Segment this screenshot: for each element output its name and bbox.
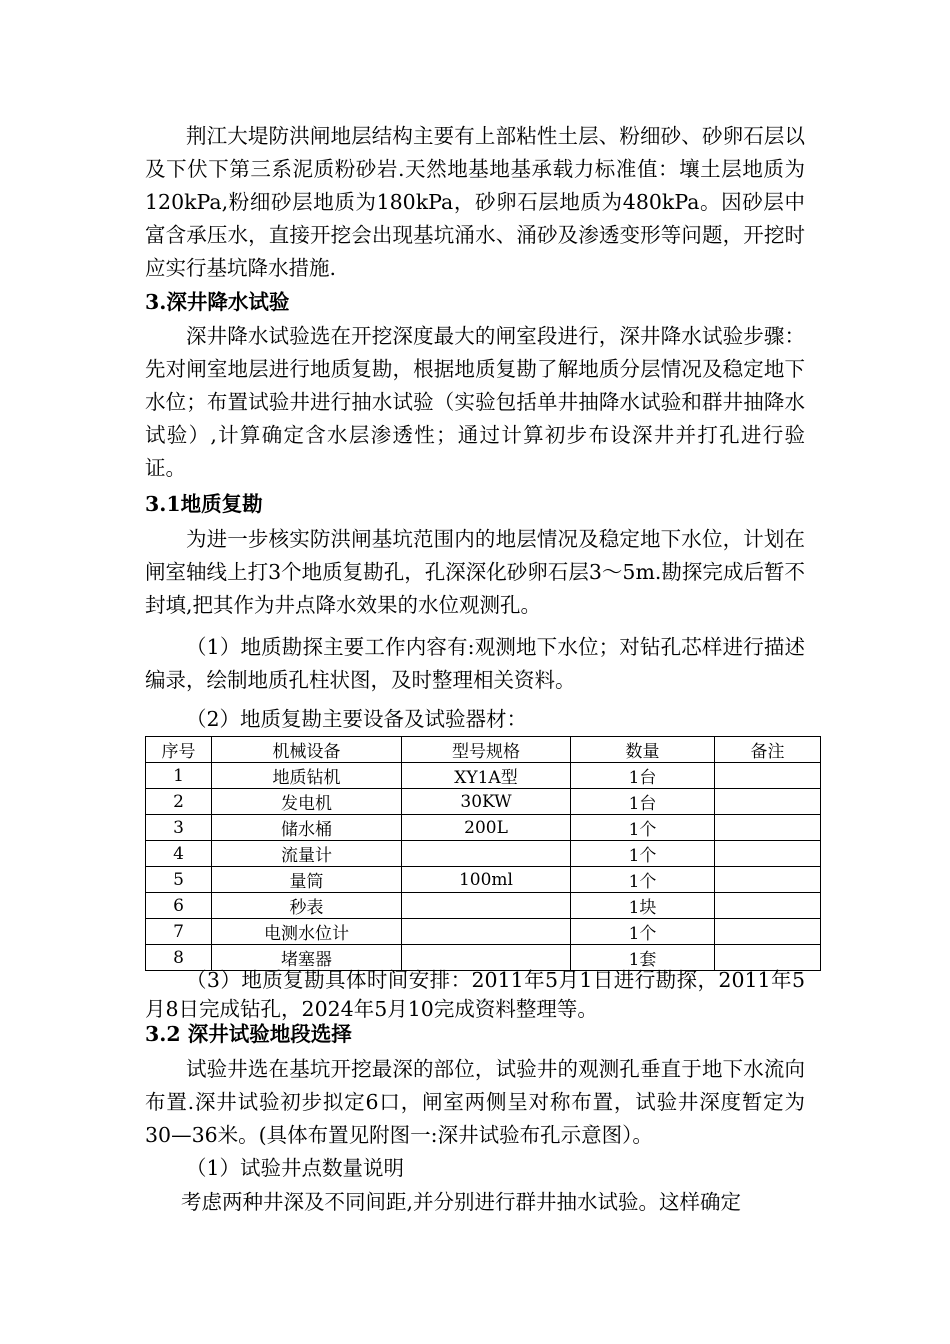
cell-quantity: 1个 [571, 841, 715, 867]
table-header-row [146, 737, 821, 763]
table-row [146, 893, 821, 919]
cell-equipment: 电测水位计 [212, 919, 402, 945]
cell-model [402, 841, 571, 867]
cell-index: 2 [146, 789, 212, 815]
cell-equipment: 地质钻机 [212, 763, 402, 789]
cell-model: 30KW [402, 789, 571, 815]
cell-remarks [715, 893, 821, 919]
cell-index: 8 [146, 945, 212, 971]
intro-paragraph: 荆江大堤防洪闸地层结构主要有上部粘性土层、粉细砂、砂卵石层以及下伏下第三系泥质粉砂岩.天然地基地基承载力标准值：壤土层地质为120kPa,粉细砂层地质为180kPa，砂卵石层地质为480kPa。因砂层中富含承压水，直接开挖会出现基坑涌水、涌砂及渗透变形等问题，开挖时应实行基坑降水措施. [145, 124, 805, 280]
cell-equipment: 发电机 [212, 789, 402, 815]
cell-equipment: 流量计 [212, 841, 402, 867]
cell-index: 5 [146, 867, 212, 893]
table-row [146, 815, 821, 841]
cell-remarks [715, 919, 821, 945]
cell-quantity: 1台 [571, 763, 715, 789]
cell-remarks [715, 815, 821, 841]
header-cell-model: 型号规格 [402, 737, 571, 763]
cell-equipment: 堵塞器 [212, 945, 402, 971]
table-row [146, 867, 821, 893]
cell-quantity: 1台 [571, 789, 715, 815]
cell-model [402, 919, 571, 945]
cell-index: 7 [146, 919, 212, 945]
table-row [146, 763, 821, 789]
cell-quantity: 1块 [571, 893, 715, 919]
cell-index: 1 [146, 763, 212, 789]
cell-quantity: 1套 [571, 945, 715, 971]
cell-equipment: 量筒 [212, 867, 402, 893]
schedule-item: （3）地质复勘具体时间安排：2011年5月1日进行勘探，2011年5月8日完成钻孔，2024年5月10完成资料整理等。 [145, 968, 805, 1021]
header-cell-index: 序号 [146, 737, 212, 763]
well-count-item: （1）试验井点数量说明 [186, 1156, 405, 1180]
table-row [146, 919, 821, 945]
section-3-2-paragraph: 试验井选在基坑开挖最深的部位，试验井的观测孔垂直于地下水流向布置.深井试验初步拟定6口，闸室两侧呈对称布置，试验井深度暂定为30—36米。(具体布置见附图一:深井试验布孔示意图）。 [145, 1057, 805, 1147]
cell-model: 200L [402, 815, 571, 841]
section-3-heading: 3.深井降水试验 [145, 290, 290, 314]
section-3-paragraph: 深井降水试验选在开挖深度最大的闸室段进行，深井降水试验步骤：先对闸室地层进行地质复勘，根据地质复勘了解地质分层情况及稳定地下水位；布置试验井进行抽水试验（实验包括单井抽降水试验和群井抽降水试验）,计算确定含水层渗透性；通过计算初步布设深井并打孔进行验证。 [145, 324, 805, 480]
table-row [146, 789, 821, 815]
cell-remarks [715, 867, 821, 893]
header-cell-equipment: 机械设备 [212, 737, 402, 763]
cell-remarks [715, 789, 821, 815]
survey-work-item: （1）地质勘探主要工作内容有:观测地下水位；对钻孔芯样进行描述编录，绘制地质孔柱状图，及时整理相关资料。 [145, 635, 805, 692]
table-row [146, 841, 821, 867]
section-3-1-paragraph: 为进一步核实防洪闸基坑范围内的地层情况及稳定地下水位，计划在闸室轴线上打3个地质复勘孔，孔深深化砂卵石层3～5m.勘探完成后暂不封填,把其作为井点降水效果的水位观测孔。 [145, 527, 805, 617]
well-count-paragraph: 考虑两种井深及不同间距,并分别进行群井抽水试验。这样确定 [181, 1190, 742, 1214]
cell-model: 100ml [402, 867, 571, 893]
cell-equipment: 秒表 [212, 893, 402, 919]
equipment-caption: （2）地质复勘主要设备及试验器材： [186, 707, 528, 731]
section-3-2-heading: 3.2 深井试验地段选择 [145, 1022, 352, 1046]
cell-remarks [715, 841, 821, 867]
header-cell-remarks: 备注 [715, 737, 821, 763]
cell-index: 3 [146, 815, 212, 841]
cell-remarks [715, 763, 821, 789]
cell-quantity: 1个 [571, 815, 715, 841]
header-cell-quantity: 数量 [571, 737, 715, 763]
section-3-1-heading: 3.1地质复勘 [145, 492, 263, 516]
cell-model [402, 893, 571, 919]
cell-model: XY1A型 [402, 763, 571, 789]
cell-equipment: 储水桶 [212, 815, 402, 841]
cell-index: 4 [146, 841, 212, 867]
cell-quantity: 1个 [571, 867, 715, 893]
cell-quantity: 1个 [571, 919, 715, 945]
equipment-table [145, 736, 821, 971]
cell-index: 6 [146, 893, 212, 919]
